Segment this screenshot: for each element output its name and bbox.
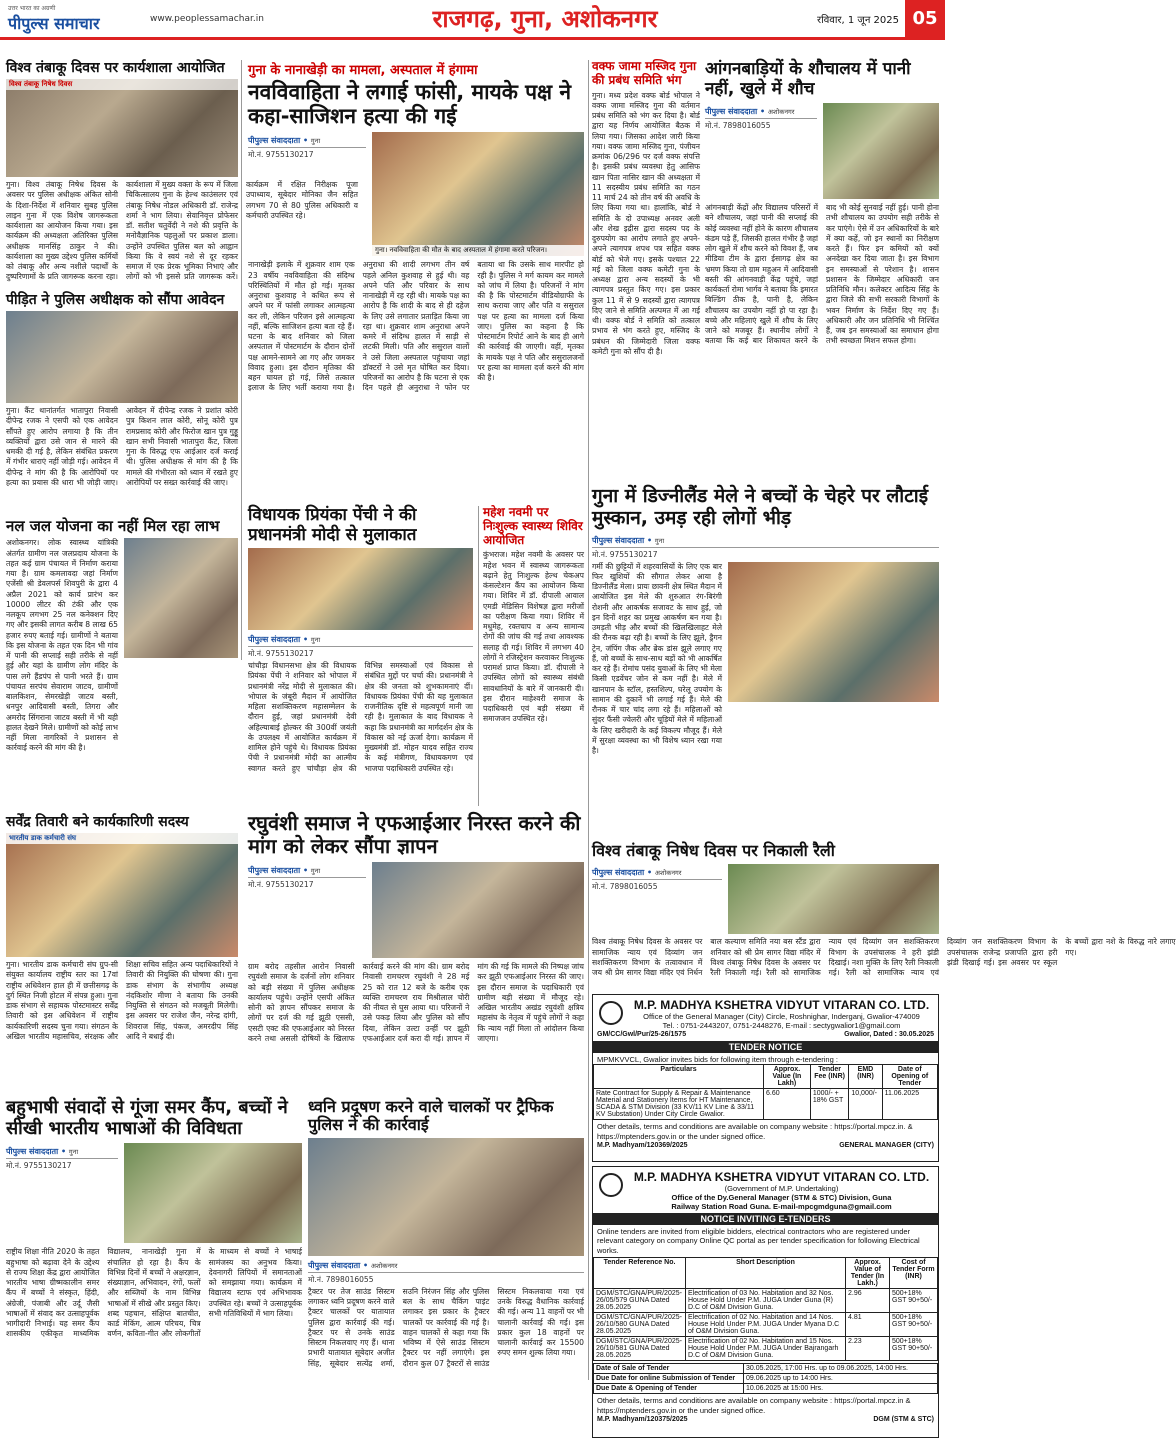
byline-name: पीपुल्स संवाददाता	[705, 107, 758, 117]
photo	[372, 862, 584, 958]
byline: पीपुल्स संवाददाता • गुना	[6, 1145, 118, 1159]
article-body: गुना। कैंट थानांतर्गत भातापुरा निवासी दीपेन्द्र रजक ने एसपी को एक आवेदन सौंपते हुए आरोप लगाया है कि तीन व्यक्तियों द्वारा उसे जान से मारने की धमकी दी गई है, लेकिन संबंधित प्रकरण में गंभीर धाराएं नहीं जोड़ी गई। आवेदन में दीपेन्द्र ने मांग की है कि आरोपियों पर हत्या का प्रयास की धारा भी जोड़ी जाए। आवेदन में दीपेन्द्र रजक ने प्रशांत कोरी पुत्र किशन लाल कोरी, सोनू कोरी पुत्र रामप्रसाद कोरी और फिरोज खान पुत्र गुड्डू खान सभी निवासी भातापुरा कैंट, जिला गुना के विरुद्ध एफ आईआर दर्ज कराई थी। पुलिस अधीक्षक से मांग की है कि मामले की गंभीरता को ध्यान में रखते हुए आरोपियों पर सख्त कार्रवाई की जाए।	[6, 406, 238, 487]
cell: 500+18% GST 90+50/-	[890, 1289, 938, 1313]
article-health-camp	[478, 506, 584, 806]
cell: Date of Sale of Tender	[594, 1364, 744, 1374]
cell: Electrification of 02 No. Habitation and 15 Nos. House Hold Under P.M. JUGA Under Bajrangarh D.C of O&M Division Guna.	[686, 1337, 846, 1361]
article-summer-camp	[6, 1098, 302, 1438]
byline: पीपुल्स संवाददाता • अशोकनगर	[705, 105, 817, 119]
masthead	[0, 0, 945, 40]
byline: पीपुल्स संवाददाता • गुना	[248, 864, 366, 878]
ad-title: M.P. MADHYA KSHETRA VIDYUT VITARAN CO. LTD.	[633, 1170, 930, 1184]
date-row	[594, 1364, 938, 1374]
ad-ref: GM/CC/Gwl/Pur/25-26/1575	[597, 1031, 687, 1038]
ad-dated: Gwalior, Dated : 30.05.2025	[844, 1031, 934, 1038]
byline-name: पीपुल्स संवाददाता	[592, 868, 645, 878]
article-raghuvanshi-memorandum	[248, 812, 584, 1094]
byline-place: अशोकनगर	[767, 108, 795, 117]
byline: पीपुल्स संवाददाता • अशोकनगर	[592, 866, 722, 880]
ad-dept: M.P. Madhyam/120369/2025	[597, 1142, 688, 1150]
cell: 2.23	[846, 1337, 890, 1361]
article-water-scheme	[6, 518, 238, 808]
ad-subtitle: (Government of M.P. Undertaking)	[724, 1184, 839, 1193]
ad-signatory: GENERAL MANAGER (CITY)	[839, 1142, 934, 1150]
ad-signatory: DGM (STM & STC)	[873, 1415, 934, 1423]
cell: Electrification of 03 No. Habitation and 32 Nos. House Hold Under P.M. JUGA Under Guna (R) D.C of O&M Division Guna.	[686, 1289, 846, 1313]
mobile-number: मो.नं. 9755130217	[592, 549, 658, 559]
photo-fair	[728, 562, 939, 702]
article-body: नानाखेड़ी इलाके में शुक्रवार शाम एक 23 वर्षीय नवविवाहिता की संदिग्ध परिस्थितियों में मौत हो गई। मृतका अनुराधा कुशवाह ने कथित रूप से अपने घर में फांसी लगाकर आत्महत्या कर ली, लेकिन परिजन इसे आत्महत्या नहीं, बल्कि साजिशन हत्या बता रहे हैं। घटना के बाद शनिवार को जिला अस्पताल में पोस्टमार्टम के दौरान दोनों पक्ष आमने-सामने आ गए और जमकर विवाद हुआ। इस दौरान मृतिका की बहन घायल हो गई, जिसे तत्काल इलाज के लिए भर्ती कराया गया है। अनुराधा की शादी लगभग तीन वर्ष पहले अनिल कुशवाह से हुई थी। वह अपने पति और परिवार के साथ नानाखेड़ी में रह रही थी। मायके पक्ष का आरोप है कि शादी के बाद से ही दहेज के लिए उसे लगातार प्रताड़ित किया जा रहा था। शुक्रवार शाम अनुराधा अपने कमरे में संदिग्ध हालत में साड़ी से लटकी मिली। पति और ससुराल वालों ने उसे जिला अस्पताल पहुंचाया जहां डॉक्टरों ने उसे मृत घोषित कर दिया। परिजनों का आरोप है कि घटना से एक दिन पहले ही अनुराधा ने फोन पर बताया था कि उसके साथ मारपीट हो रही है। पुलिस ने मर्ग कायम कर मामले को जांच में लिया है। परिजनों ने मांग की है कि पोस्टमार्टम वीडियोग्राफी के साथ कराया जाए और पति व ससुराल पक्ष पर हत्या का मामला दर्ज किया जाए। पुलिस का कहना है कि पोस्टमार्टम रिपोर्ट आने के बाद ही आगे की कार्रवाई की जाएगी। वहीं, मृतका के मायके पक्ष ने पति और ससुरालजनों पर हत्या का मामला दर्ज करने की मांग की है।	[248, 260, 584, 393]
headline: नल जल योजना का नहीं मिल रहा लाभ	[6, 517, 220, 535]
article-noise-pollution	[308, 1098, 584, 1438]
mobile-number: मो.नं. 7898016055	[705, 121, 771, 131]
ad-title: M.P. MADHYA KSHETRA VIDYUT VITARAN CO. LTD.	[633, 998, 930, 1012]
photo	[372, 132, 584, 256]
headline: नवविवाहिता ने लगाई फांसी, मायके पक्ष ने कहा-साजिशन हत्या की गई	[248, 80, 572, 129]
kicker: गुना के नानाखेड़ी का मामला, अस्पताल में हंगामा	[248, 63, 478, 78]
article-body: चांचौड़ा विधानसभा क्षेत्र की विधायक प्रियंका पेंची ने शनिवार को भोपाल में प्रधानमंत्री नरेंद्र मोदी से मुलाकात की। भोपाल के जंबूरी मैदान में आयोजित महिला सशक्तिकरण महासम्मेलन के दौरान हुई, जहां प्रधानमंत्री देवी अहिल्याबाई होल्कर की 300वीं जयंती के उपलक्ष्य में आयोजित कार्यक्रम में शामिल होने पहुंचे थे। विधायक प्रियंका पेंची ने प्रधानमंत्री मोदी का आत्मीय स्वागत करते हुए चांचौड़ा क्षेत्र की विभिन्न समस्याओं एवं विकास से संबंधित मुद्दों पर चर्चा की। प्रधानमंत्री ने क्षेत्र की जनता को शुभकामनाएं दीं। विधायक प्रियंका पेंची की यह मुलाकात राजनीतिक दृष्टि से महत्वपूर्ण मानी जा रही है। मुलाकात के बाद विधायक ने कहा कि प्रधानमंत्री का मार्गदर्शन क्षेत्र के विकास को नई ऊर्जा देगा। कार्यक्रम में मुख्यमंत्री डॉ. मोहन यादव सहित राज्य के कई मंत्रीगण, विधायकगण एवं भाजपा पदाधिकारी उपस्थित रहे।	[248, 661, 473, 773]
column-rule	[588, 60, 589, 1380]
ad-footer: Other details, terms and conditions are available on company website : https://portal.mpcz.in. & https://mptenders.gov.in or the under signed office.	[597, 1122, 913, 1141]
col-header: Approx. Value of Tender (In Lakh.)	[846, 1258, 890, 1289]
mobile-number: मो.नं. 7898016055	[308, 1274, 374, 1284]
cell: Rate Contract for Supply & Repair & Maintenance Material and Stationery Items for HT Maintenance, SCADA & STM Division (33 KV/11 KV Line & 33/11 KV Substation) Under City Circle Gwalior.	[594, 1089, 764, 1120]
headline: विश्व तंबाकू निषेध दिवस पर निकाली रैली	[592, 841, 835, 860]
byline-place: गुना	[310, 867, 321, 875]
cell: 30.05.2025, 17:00 Hrs. up to 09.06.2025, 14:00 Hrs.	[744, 1364, 938, 1374]
article-victim-application	[6, 292, 238, 512]
website-url[interactable]: www.peoplessamachar.in	[150, 13, 264, 24]
byline-place: अशोकनगर	[370, 1261, 398, 1270]
headline: आंगनबाड़ियों के शौचालय में पानी नहीं, खुले में शौच	[705, 59, 911, 99]
cell: 1000/- + 18% GST	[810, 1089, 848, 1120]
ad-contact: Tel. : 0751-2443207, 0751-2448276, E-mail : sectygwalior1@gmail.com	[662, 1021, 901, 1030]
byline-place: अशोकनगर	[654, 869, 682, 878]
ad-office: Office of the Dy.General Manager (STM & STC) Division, Guna	[671, 1193, 892, 1202]
table-row	[594, 1289, 938, 1313]
mobile-number: मो.नं. 9755130217	[6, 1161, 72, 1171]
mobile-number: मो.नं. 9755130217	[248, 649, 314, 659]
mobile-number: मो.नं. 7898016055	[592, 882, 658, 892]
cell: 11.06.2025	[882, 1089, 937, 1120]
table-row	[594, 1337, 938, 1361]
column-rule	[241, 60, 242, 660]
logo-tagline: उत्तर भारत का अग्रणी	[8, 4, 56, 12]
cell: 2.96	[846, 1289, 890, 1313]
cell: 09.06.2025 up to 14:00 Hrs.	[744, 1374, 938, 1384]
headline: विधायक प्रियंका पेंची ने की प्रधानमंत्री मोदी से मुलाकात	[248, 505, 417, 545]
photo	[728, 864, 939, 934]
col-header: Tender Fee (INR)	[810, 1065, 848, 1089]
ad-bar: TENDER NOTICE	[593, 1041, 938, 1053]
cell: Electrification of 02 No. Habitation and 14 Nos. House Hold Under P.M. JUGA Under Myana D.C of O&M Division Guna.	[686, 1313, 846, 1337]
tender-dates	[593, 1363, 938, 1394]
headline: महेश नवमी पर निःशुल्क स्वास्थ्य शिविर आयोजित	[483, 505, 583, 547]
headline: गुना में डिज्नीलैंड मेले ने बच्चों के चेहरे पर लौटाई मुस्कान, उमड़ रही लोगों भीड़	[592, 485, 929, 529]
cell: 500+18% GST 90+50/-	[890, 1337, 938, 1361]
article-newlywed-death	[248, 60, 584, 500]
headline: रघुवंशी समाज ने एफआईआर निरस्त करने की मांग को लेकर सौंपा ज्ञापन	[248, 811, 581, 858]
col-header: Cost of Tender Form (INR)	[890, 1258, 938, 1289]
col-header: Tender Reference No.	[594, 1258, 686, 1289]
photo-caption: गुना। नवविवाहिता की मौत के बाद अस्पताल में हंगामा करते परिजन।	[372, 245, 584, 256]
byline-name: पीपुल्स संवाददाता	[248, 635, 301, 645]
byline: पीपुल्स संवाददाता • गुना	[592, 534, 939, 548]
article-body: विश्व तंबाकू निषेध दिवस के अवसर पर सामाजिक न्याय एवं दिव्यांग जन सशक्तिकरण विभाग के तत्वावधान में जय श्री प्रेम सागर विद्या मंदिर एवं निर्धन बाल कल्याण समिति नया बस स्टैंड द्वारा शनिवार को श्री प्रेम सागर विद्या मंदिर में विश्व तंबाकू निषेध दिवस के अवसर पर रैली निकाली गई। रैली को सामाजिक न्याय एवं दिव्यांग जन सशक्तिकरण विभाग के उपसंचालक ने हरी झंडी दिखाई। नशा मुक्ति के लिए रैली निकाली गई। रैली को सामाजिक न्याय एवं दिव्यांग जन सशक्तिकरण विभाग के उपसंचालक राजेन्द्र प्रजापति द्वारा हरी झंडी दिखाई गई। इस अवसर पर स्कूल के बच्चों द्वारा नशे के विरुद्ध नारे लगाए गए।	[592, 937, 1176, 978]
tender-table	[593, 1257, 938, 1361]
byline-place: गुना	[68, 1148, 79, 1157]
cell: DGM/STC/GNA/PUR/2025-26/05/579 GUNA Dated 28.05.2025	[594, 1289, 686, 1313]
photo-banner: विश्व तंबाकू निषेध दिवस	[6, 79, 238, 90]
company-emblem-icon	[599, 1173, 623, 1197]
byline: पीपुल्स संवाददाता • गुना	[248, 134, 366, 148]
article-tobacco-rally	[592, 841, 1176, 990]
headline: विश्व तंबाकू दिवस पर कार्यशाला आयोजित	[6, 60, 225, 76]
cell: 10.06.2025 at 15:00 Hrs.	[744, 1384, 938, 1394]
photo	[308, 1138, 584, 1256]
table-row	[594, 1089, 938, 1120]
article-body: ग्राम बरोद तहसील आरोन निवासी रघुवंशी समाज के दर्जनों लोग शनिवार को बड़ी संख्या में पुलिस अधीक्षक कार्यालय पहुंचे। उन्होंने एसपी अंकित सोनी को ज्ञापन सौंपकर समाज के लोगों पर दर्ज की गई झूठी एससी, एसटी एक्ट की एफआईआर को निरस्त करने तथा असली दोषियों के खिलाफ कार्रवाई करने की मांग की। ग्राम बरोद निवासी रामचरण रघुवंशी ने 28 मई 25 को रात 12 बजे के करीब एक व्यक्ति रामचरण राय मिश्रीलाल चोरी की नीयत से घुस आया था। परिजनों ने उसे पकड़ लिया और पुलिस को सौंप दिया, लेकिन उल्टा उन्हीं पर झूठी एफआईआर दर्ज करा दी गई। ज्ञापन में मांग की गई कि मामले की निष्पक्ष जांच कर झूठी एफआईआर निरस्त की जाए। इस दौरान समाज के पदाधिकारी एवं ग्रामीण बड़ी संख्या में मौजूद रहे। अखिल भारतीय अखंड रघुवंशी क्षत्रिय महासंघ के नेतृत्व में पहुंचे लोगों ने कहा कि न्याय नहीं मिला तो आंदोलन किया जाएगा।	[248, 962, 584, 1043]
page-region-title: राजगढ़, गुना, अशोकनगर	[432, 5, 658, 33]
article-mla-meets-pm	[248, 506, 473, 806]
article-postal-union	[6, 814, 238, 1090]
ad-footer: Other details, terms and conditions are available on company website : https://portal.mpcz.in & https://mptenders.gov.in or the under signed office.	[597, 1396, 911, 1415]
byline-place: गुना	[310, 137, 321, 146]
photo	[823, 103, 939, 199]
company-emblem-icon	[599, 1001, 623, 1025]
ad-intro: MPMKVVCL, Gwalior invites bids for following item through e-tendering :	[597, 1055, 838, 1064]
headline: वक्फ जामा मस्जिद गुना की प्रबंध समिति भंग	[592, 59, 697, 87]
article-body: गर्मी की छुट्टियों में शहरवासियों के लिए एक बार फिर खुशियों की सौगात लेकर आया है डिज्नीलैंड मेला। प्रायः छावनी क्षेत्र स्थित मैदान में आयोजित इस मेले की शुरुआत रंग-बिरंगी रोशनी और आकर्षक सजावट के साथ हुई, जो इन दिनों शहर का प्रमुख आकर्षण बन गया है। उमड़ती भीड़ और बच्चों की खिलखिलाहट मेले की रौनक बढ़ा रही है। बच्चों के लिए झूले, ड्रैगन ट्रेन, जंपिंग जैक और ब्रेक डांस झूले लगाए गए हैं, जो बच्चों के साथ-साथ बड़ों को भी आकर्षित कर रहे हैं। रोमांच पसंद युवाओं के लिए भी मेला किसी एडवेंचर जोन से कम नहीं है। मेले में खानपान के स्टॉल, हस्तशिल्प, घरेलू उपयोग के सामान की दुकानें भी लगाई गई हैं। मेले की रौनक में चार चांद लगा रहे हैं। महिलाओं को सुंदर फैंसी ज्वेलरी और चूड़ियों मेले में महिलाओं के लिए खरीदारी के कई विकल्प मौजूद हैं। मेले में सुरक्षा व्यवस्था का भी विशेष ध्यान रखा गया है।	[592, 561, 722, 756]
ad-bar: NOTICE INVITING E-TENDERS	[593, 1213, 938, 1225]
article-body: आंगनबाड़ी केंद्रों और विद्यालय परिसरों में बने शौचालय, जहां पानी की सप्लाई की कोई व्यवस्था नहीं होने के कारण शौचालय कंडम पड़े हैं, जिसकी हालत गंभीर है जहां लोग खुले में शौच करने को विवश हैं, जब मीडिया टीम के द्वारा ईसागढ़ क्षेत्र का भ्रमण किया तो ग्राम महुअन में आदिवासी बस्ती की आंगनवाड़ी केंद्र पहुंचे, जहां कार्यकर्ता रोमा भार्गव ने बताया कि इमारत बिल्डिंग ठीक है, पानी है, लेकिन शौचालय का उपयोग नहीं हो पा रहा है। बच्चे और महिलाएं खुले में शौच के लिए जाने को मजबूर हैं। स्थानीय लोगों ने बताया कि कई बार शिकायत करने के बाद भी कोई सुनवाई नहीं हुई। पानी होना तभी शौचालय का उपयोग सही तरीके से कर पाएंगे। ऐसे में उन अधिकारियों के बारे में क्या कहें, जो इन स्थानों का निरीक्षण करते हैं। फिर इन कमियों को क्यों अनदेखा कर दिया जाता है। इस विभाग इन समस्याओं से परेशान है। शासन प्रशासन के जिम्मेदार अधिकारी जन प्रतिनिधि मौन। कलेक्टर आदित्य सिंह के द्वारा जिले की सभी सरकारी विभागों के भवन निर्माण के निर्देश दिए गए हैं। अधिकारी और जन प्रतिनिधि भी निश्चिंत हैं, जब इन समस्याओं का समाधान होगा तभी स्वच्छता मिशन सफल होगा।	[705, 203, 939, 346]
photo	[248, 548, 473, 630]
tender-table	[593, 1064, 938, 1120]
article-body: ट्रैक्टर पर तेज साउंड सिस्टम लगाकर ध्वनि प्रदूषण करने वाले ट्रैक्टर चालकों पर यातायात पुलिस द्वारा कार्रवाई की गई। ट्रैक्टर पर से उनके साउंड सिस्टम निकलवाए गए हैं। थाना प्रभारी यातायात सूबेदार अजीत सिंह, सूबेदार सत्येंद्र शर्मा, सउनि निरंजन सिंह और पुलिस बल के साथ चैकिंग पाइंट लगाकर इस प्रकार के ट्रैक्टर चालकों पर कार्रवाई की गई है। वाहन चालकों से कहा गया कि भविष्य में ऐसे साउंड सिस्टम ट्रैक्टर पर नहीं लगाएंगे। इस दौरान कुल 07 ट्रैक्टरों से साउंड सिस्टम निकलवाया गया एवं उनके विरुद्ध वैधानिक कार्रवाई की गई। अन्य 11 वाहनों पर भी चालानी कार्रवाई की गई। इस प्रकार कुल 18 वाहनों पर चालानी कार्रवाई कर 15500 रुपए समन शुल्क लिया गया।	[308, 1286, 584, 1368]
date-row	[594, 1384, 938, 1394]
issue-date: रविवार, 1 जून 2025	[817, 14, 899, 26]
headline: ध्वनि प्रदूषण करने वाले चालकों पर ट्रैफिक पुलिस ने की कार्रवाई	[308, 1097, 554, 1135]
tender-notice-ad-guna	[592, 1166, 939, 1438]
table-row	[594, 1313, 938, 1337]
page-number: 05	[905, 0, 945, 39]
cell: DGM/STC/GNA/PUR/2025-26/10/580 GUNA Dated 28.05.2025	[594, 1313, 686, 1337]
byline: पीपुल्स संवाददाता • गुना	[248, 633, 473, 647]
byline-place: गुना	[654, 536, 665, 545]
headline: सर्वेंद्र तिवारी बने कार्यकारिणी सदस्य	[6, 814, 189, 830]
byline-name: पीपुल्स संवाददाता	[248, 866, 301, 875]
photo	[6, 79, 238, 177]
photo-banner: भारतीय डाक कर्मचारी संघ	[6, 833, 238, 844]
photo	[124, 1143, 302, 1243]
mobile-number: मो.नं. 9755130217	[248, 880, 314, 889]
headline: बहुभाषी संवादों से गूंजा समर कैंप, बच्चों ने सीखी भारतीय भाषाओं की विविधता	[6, 1097, 288, 1139]
article-body: गुना। भारतीय डाक कर्मचारी संघ ग्रुप-सी संयुक्त कार्यालय राष्ट्रीय स्तर का 17वां राष्ट्रीय अधिवेशन हाल ही में छत्तीसगढ़ के दुर्ग स्थित निजी होटल में संपन्न हुआ। गुना डाक संभाग से सहायक पोस्टमास्टर सर्वेंद्र तिवारी को इस अधिवेशन में राष्ट्रीय कार्यकारिणी सदस्य चुना गया। संगठन के अखिल भारतीय महासचिव, संरक्षक और शिक्षा सचिव सहित अन्य पदाधिकारियों ने तिवारी की नियुक्ति की घोषणा की। गुना डाक संभाग के संभागीय अध्यक्ष नंदकिशोर मीणा ने बताया कि उनकी नियुक्ति से संगठन को मजबूती मिलेगी। इस अवसर पर राजेश जैन, नरेन्द्र दांगी, शिवराज सिंह, पंकज, अमरदीप सिंह आदि ने बधाई दी।	[6, 960, 238, 1041]
cell: DGM/STC/GNA/PUR/2025-26/10/581 GUNA Dated 28.05.2025	[594, 1337, 686, 1361]
ad-dept: M.P. Madhyam/120375/2025	[597, 1415, 688, 1423]
cell: Due Date for online Submission of Tender	[594, 1374, 744, 1384]
date-row	[594, 1374, 938, 1384]
byline-place: गुना	[310, 636, 321, 645]
article-waqf-committee	[592, 60, 700, 480]
article-body: कुंभराज। महेश नवमी के अवसर पर महेश भवन में स्वास्थ्य जागरूकता बढ़ाने हेतु निःशुल्क हेल्थ चेकअप कंसल्टेशन कैंप का आयोजन किया गया। शिविर में डॉ. दीपाली आवाल एमडी मेडिसिन विशेषज्ञ द्वारा मरीजों का परीक्षण किया गया। शिविर में मधुमेह, रक्तचाप व अन्य सामान्य रोगों की जांच की गई तथा आवश्यक सलाह दी गई। शिविर में लगभग 40 लोगों ने रजिस्ट्रेशन करवाकर निःशुल्क परामर्श प्राप्त किया। डॉ. दीपाली ने उपस्थित लोगों को स्वास्थ्य संबंधी सावधानियों के बारे में जानकारी दी। इस दौरान माहेश्वरी समाज के पदाधिकारी एवं बड़ी संख्या में समाजजन उपस्थित रहे।	[483, 550, 584, 724]
cell: 6.60	[764, 1089, 811, 1120]
ad-address: Office of the General Manager (City) Circle, Roshnighar, Inderganj, Gwalior-474009	[643, 1012, 920, 1021]
col-header: EMD (INR)	[849, 1065, 882, 1089]
col-header: Short Description	[686, 1258, 846, 1289]
byline-name: पीपुल्स संवाददाता	[6, 1147, 59, 1157]
article-body: अशोकनगर। लोक स्वास्थ्य यांत्रिकी अंतर्गत ग्रामीण नल जलप्रदाय योजना के तहत कई ग्राम पंचायत में निर्माण कराया गया है। ग्राम कमलावदा जहां निर्माण एजेंसी श्री डेवलपर्स शिवपुरी के द्वारा 4 अप्रैल 2021 को कार्य प्रारंभ कर 10000 लीटर की टंकी और एक नलकूप लगभग 25 नल कनेक्शन दिए गए और इसकी लागत करीब 8 लाख 65 हजार रुपए बताई गई। ग्रामीणों ने बताया कि इस योजना के तहत एक दिन भी गांव में पानी की सप्लाई सही तरीके से नहीं हुई और यहां के ग्रामीण लोग मंदिर के पास लगे हैंडपंप से पानी भरते हैं। ग्राम पंचायत सरपंच सेवाराम जाटव, ग्रामीणों बालकिशन, सेमरखेड़ी जाटव बस्ती, धनपुर आदिवासी बस्ती, तिगरा और अमरोद सिंगराना जाटव बस्ती में भी यही हालत देखने मिले। ग्रामीणों को कोई लाभ नहीं मिला नागरिकों ने प्रशासन से कार्रवाई करने की मांग की है।	[6, 538, 118, 753]
article-body: राष्ट्रीय शिक्षा नीति 2020 के तहत बहुभाषा को बढ़ावा देने के उद्देश्य से राज्य शिक्षा केंद्र द्वारा आयोजित भारतीय भाषा ग्रीष्मकालीन समर कैंप में बच्चों ने संस्कृत, हिंदी, अंग्रेजी, पंजाबी और उर्दू जैसी भाषाओं में संवाद कर उत्साहपूर्वक भागीदारी निभाई। यह समर कैंप शासकीय एकीकृत माध्यमिक विद्यालय, नानाखेड़ी गुना में संचालित हो रहा है। कैंप के विभिन्न दिनों में बच्चों ने अक्षरज्ञान, संख्याज्ञान, अभिवादन, रंगों, फलों और सब्जियों के नाम विभिन्न भाषाओं में सीखे और प्रस्तुत किए। शब्द पहचान, संक्षिप्त बातचीत, कार्ड मेकिंग, आत्म परिचय, चित्र वर्णन, कविता-गीत और लोकगीतों के माध्यम से बच्चों ने भाषाई सामंजस्य का अनुभव किया। देवनागरी लिपियों में समानताओं को समझाया गया। कार्यक्रम में विद्यालय स्टाफ एवं अभिभावक उपस्थित रहे। बच्चों ने उत्साहपूर्वक सभी गतिविधियों में भाग लिया।	[6, 1247, 302, 1339]
article-body: गुना। विश्व तंबाकू निषेध दिवस के अवसर पर पुलिस अधीक्षक अंकित सोनी के दिशा-निर्देश में शनिवार सुबह पुलिस लाइन गुना में एक विशेष जागरूकता कार्यशाला का आयोजन किया गया। इस कार्यक्रम की अध्यक्षता अतिरिक्त पुलिस अधीक्षक मानसिंह ठाकुर ने की। कार्यशाला का मुख्य उद्देश्य पुलिस कर्मियों को तंबाकू और अन्य नशीले पदार्थों के दुष्परिणामों के प्रति जागरूक करना रहा। कार्यशाला में मुख्य वक्ता के रूप में जिला चिकित्सालय गुना के हेल्थ काउंसलर एवं तंबाकू निषेध नोडल अधिकारी डॉ. राजेन्द्र शर्मा ने भाग लिया। सेवानिवृत्त प्रोफेसर डॉ. सतीश चतुर्वेदी ने नशे की प्रवृत्ति के मनोवैज्ञानिक पहलुओं पर प्रकाश डाला। उन्होंने उपस्थित पुलिस बल को आह्वान किया कि वे स्वयं नशे से दूर रहकर समाज में एक प्रेरक भूमिका निभाएं और लोगों को भी इससे प्रति जागरूक करें। कार्यक्रम में रक्षित निरीक्षक पूजा उपाध्याय, सूबेदार मोनिका जैन सहित लगभग 70 से 80 पुलिस अधिकारी व कर्मचारी उपस्थित रहे।	[6, 180, 358, 282]
tender-notice-ad-gwalior	[592, 994, 939, 1162]
cell: 4.81	[846, 1313, 890, 1337]
byline-name: पीपुल्स संवाददाता	[592, 535, 645, 545]
cell: 10,000/-	[849, 1089, 882, 1120]
col-header: Approx. Value (In Lakh)	[764, 1065, 811, 1089]
photo-water-tank	[124, 538, 238, 658]
byline-name: पीपुल्स संवाददाता	[308, 1260, 361, 1270]
cell: Due Date & Opening of Tender	[594, 1384, 744, 1394]
mobile-number: मो.नं. 9755130217	[248, 150, 314, 160]
newspaper-logo	[0, 4, 150, 34]
headline: पीड़ित ने पुलिस अधीक्षक को सौंपा आवेदन	[6, 292, 225, 308]
ad-intro: Online tenders are invited from eligible bidders, electrical contractors who are registered under relevant category on company Online QC portal as per tender specification for following Electrical works.	[597, 1227, 920, 1255]
logo-text: पीपुल्स समाचार	[8, 13, 100, 33]
article-body: गुना। मध्य प्रदेश वक्फ बोर्ड भोपाल ने वक्फ जामा मस्जिद गुना की वर्तमान प्रबंध समिति को भंग कर दिया है। बोर्ड द्वारा यह निर्णय आयोजित बैठक में लिया गया। जिसका आदेश जारी किया गया। वक्फ जामा मस्जिद गुना, पंजीयन क्रमांक 06/296 पर दर्ज वक्फ संपत्ति है। इसकी प्रबंध व्यवस्था हेतु आसिफ खान पिता नासिर खान की अध्यक्षता में 11 सदस्यीय प्रबंध समिति का गठन 11 मार्च 24 को तीन वर्ष की अवधि के लिए किया गया था। हालांकि, बोर्ड ने समिति के दो उपाध्यक्ष अनवर अली और शेख इद्रीस द्वारा सदस्य पद के दुरुपयोग का आरोप लगाते हुए अपने-अपने त्यागपत्र शपथ पत्र सहित वक्फ बोर्ड को भेजे गए। इसके पश्चात 22 मई को जिला वक्फ कमेटी गुना के अध्यक्ष द्वारा अन्य सदस्यों के भी त्यागपत्र प्रस्तुत किए गए। इस प्रकार कुल 11 में से 9 सदस्यों द्वारा त्यागपत्र दिए जाने से समिति अल्पमत में आ गई थी। वक्फ बोर्ड ने समिति को तत्काल प्रभाव से भंग करते हुए, मस्जिद के प्रबंधन की जिम्मेदारी जिला वक्फ कमेटी गुना को सौंप दी है।	[592, 90, 700, 356]
article-disneyland-fair	[592, 486, 939, 838]
col-header: Particulars	[594, 1065, 764, 1089]
cell: 500+18% GST 90+50/-	[890, 1313, 938, 1337]
article-anganwadi-toilets	[705, 60, 939, 480]
photo	[6, 311, 238, 403]
ad-address: Railway Station Road Guna. E-mail-mpcgmdguna@gmail.com	[671, 1202, 892, 1211]
col-header: Date of Opening of Tender	[882, 1065, 937, 1089]
photo	[6, 833, 238, 957]
byline-name: पीपुल्स संवाददाता	[248, 136, 301, 146]
byline: पीपुल्स संवाददाता • अशोकनगर	[308, 1259, 584, 1273]
